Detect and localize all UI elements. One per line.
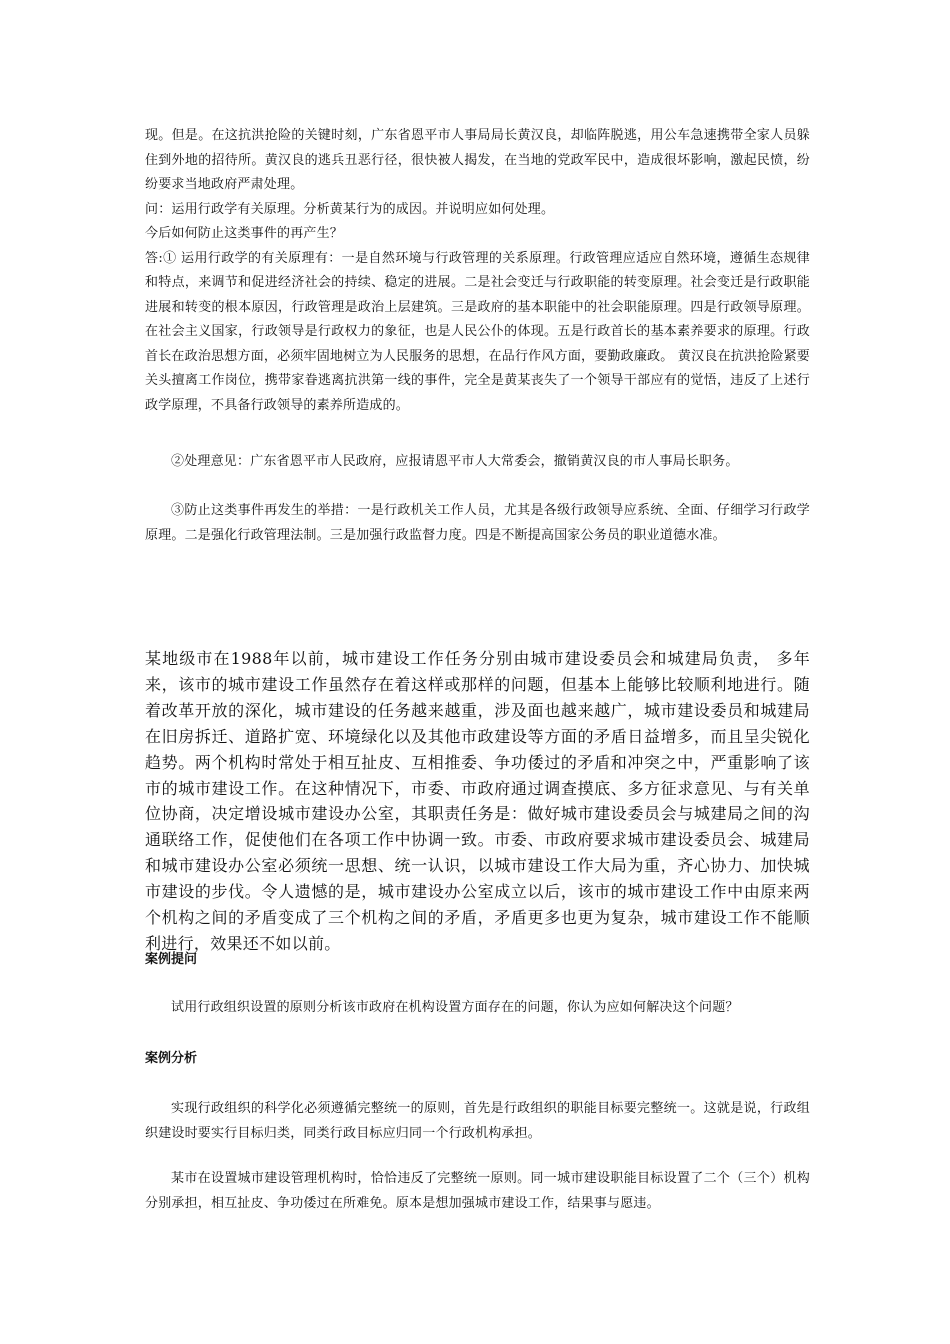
case-question-heading: 案例提问	[145, 952, 198, 967]
case-one-question-line1: 问：运用行政学有关原理。分析黄某行为的成因。并说明应如何处理。	[145, 201, 555, 217]
case-question-heading-section	[145, 950, 810, 970]
case-question-text: 试用行政组织设置的原则分析该市政府在机构设置方面存在的问题，你认为应如何解决这个问题？	[171, 1000, 739, 1015]
case-analysis-heading-section	[145, 1049, 810, 1069]
case-one-answer-principles: 答:① 运用行政学的有关原理有：一是自然环境与行政管理的关系原理。行政管理应适应自然环境，遵循生态规律和特点，来调节和促进经济社会的持续、稳定的进展。二是社会变迁与行政职能的转变原理。社会变迁是行政职能进展和转变的根本原因，行政管理是政治上层建筑。三是政府的基本职能中的社会职能原理。四是行政领导原理。在社会主义国家，行政领导是行政权力的象征，也是人民公仆的体现。五是行政首长的基本素养要求的原理。行政首长在政治思想方面，必须牢固地树立为人民服务的思想，在品行作风方面，要勤政廉政。 黄汉良在抗洪抢险紧要关头擅离工作岗位，携带家眷逃离抗洪第一线的事件，完全是黄某丧失了一个领导干部应有的觉悟，违反了上述行政学原理，不具备行政领导的素养所造成的。	[145, 250, 810, 413]
case-one-intro: 现。但是。在这抗洪抢险的关键时刻，广东省恩平市人事局局长黄汉良，却临阵脱逃，用公车急速携带全家人员躲住到外地的招待所。黄汉良的逃兵丑恶行径，很快被人揭发，在当地的党政军民中，造成很坏影响，激起民愤，纷纷要求当地政府严肃处理。	[145, 128, 810, 192]
case-analysis-section-2	[145, 1167, 810, 1216]
case-one-question-line2: 今后如何防止这类事件的再产生？	[145, 226, 344, 241]
case-two-text-section	[145, 646, 810, 957]
case-two-text: 某地级市在1988年以前，城市建设工作任务分别由城市建设委员会和城建局负责， 多年来，该市的城市建设工作虽然存在着这样或那样的问题，但基本上能够比较顺利地进行。随着改革开放的深化，城市建设的任务越来越重，涉及面也越来越广，城市建设委员和城建局在旧房拆迁、道路扩宽、环境绿化以及其他市政建设等方面的矛盾日益增多，而且呈尖锐化趋势。两个机构时常处于相互扯皮、互相推委、争功倭过的矛盾和冲突之中，严重影响了该市的城市建设工作。在这种情况下，市委、市政府通过调查摸底、多方征求意见、与有关单位协商，决定增设城市建设办公室，其职责任务是：做好城市建设委员会与城建局之间的沟通联络工作，促使他们在各项工作中协调一致。市委、市政府要求城市建设委员会、城建局和城市建设办公室必须统一思想、统一认识，以城市建设工作大局为重，齐心协力、加快城市建设的步伐。令人遗憾的是，城市建设办公室成立以后，该市的城市建设工作中由原来两个机构之间的矛盾变成了三个机构之间的矛盾，矛盾更多也更为复杂，城市建设工作不能顺利进行，效果还不如以前。	[145, 649, 810, 953]
case-one-prevention-section	[145, 499, 810, 548]
case-analysis-paragraph-1: 实现行政组织的科学化必须遵循完整统一的原则，首先是行政组织的职能目标要完整统一。这就是说，行政组织建设时要实行目标归类，同类行政目标应归同一个行政机构承担。	[145, 1101, 810, 1141]
case-one-handling-section	[145, 450, 810, 475]
case-one-answer-handling: ②处理意见：广东省恩平市人民政府，应报请恩平市人大常委会，撤销黄汉良的市人事局长职务。	[171, 454, 739, 469]
case-analysis-heading: 案例分析	[145, 1051, 198, 1066]
case-analysis-paragraph-2: 某市在设置城市建设管理机构时，恰恰违反了完整统一原则。同一城市建设职能目标设置了二个（三个）机构分别承担，相互扯皮、争功倭过在所难免。原本是想加强城市建设工作，结果事与愿违。	[145, 1171, 810, 1211]
case-analysis-section-1	[145, 1097, 810, 1146]
case-one-section	[145, 124, 810, 418]
case-question-section	[145, 996, 810, 1021]
case-one-answer-prevention: ③防止这类事件再发生的举措：一是行政机关工作人员，尤其是各级行政领导应系统、全面、仔细学习行政学原理。二是强化行政管理法制。三是加强行政监督力度。四是不断提高国家公务员的职业道德水准。	[145, 503, 810, 543]
